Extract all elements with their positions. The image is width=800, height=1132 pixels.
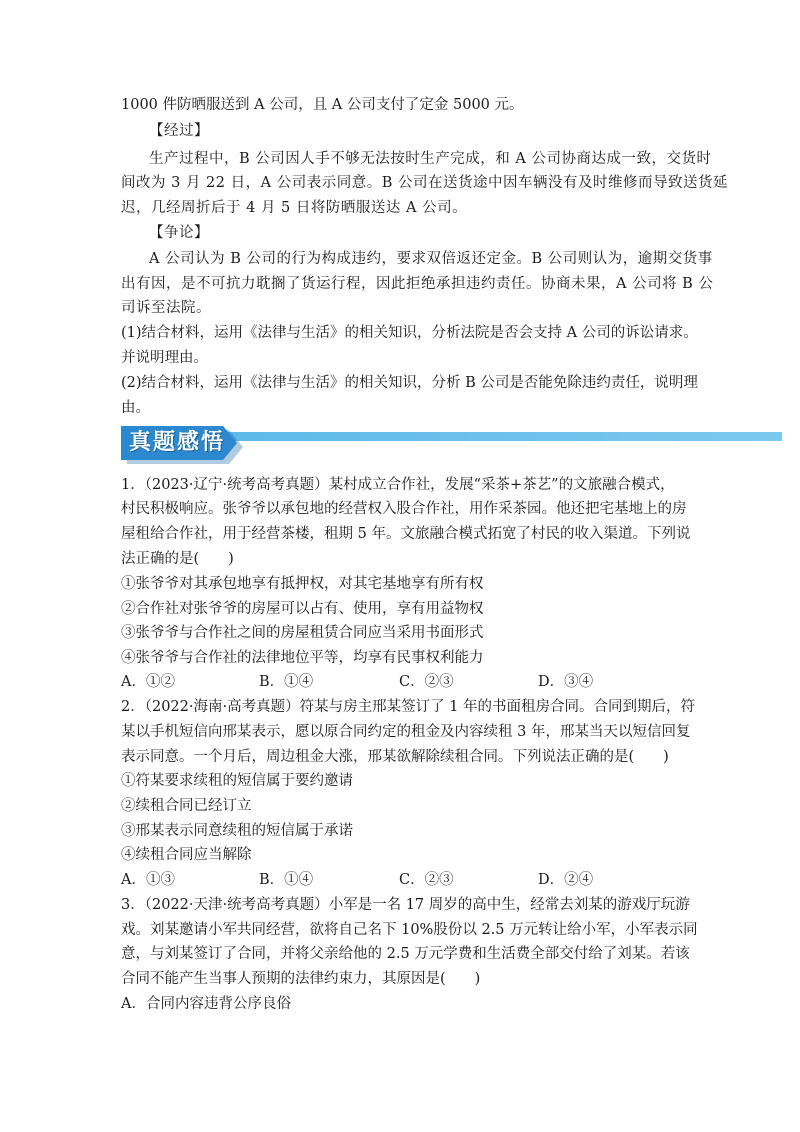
question-2-option-d[interactable]: D．②④ [538,872,594,888]
question-3-option-a[interactable]: A．合同内容违背公序良俗 [121,996,291,1012]
question-2-stem: 某以手机短信向邢某表示，愿以原合同约定的租金及内容续租 3 年，邢某当天以短信回复 [121,724,691,740]
dispute-line: 出有因，是不可抗力耽搁了货运行程，因此拒绝承担违约责任。协商未果，A 公司将 B 公 [121,276,714,292]
question-1-option-d[interactable]: D．③④ [538,674,594,690]
question-2-option-c[interactable]: C．②③ [399,872,454,888]
question-2-option-a[interactable]: A．①③ [121,872,175,888]
sub-question-2-cont: 由。 [121,400,150,416]
question-2-statement: ④续租合同应当解除 [121,847,252,863]
sub-question-2: (2)结合材料，运用《法律与生活》的相关知识，分析 B 公司是否能免除违约责任，说明理 [121,375,698,391]
question-2-stem: 2．（2022·海南·高考真题）符某与房主邢某签订了 1 年的书面租房合同。合同到期后，符 [121,699,696,715]
question-3-stem: 合同不能产生当事人预期的法律约束力，其原因是( ) [121,971,481,987]
question-1-stem: 1．（2023·辽宁·统考高考真题）某村成立合作社，发展“采茶+茶艺”的文旅融合模式， [121,477,675,493]
question-3-stem: 戏。刘某邀请小军共同经营，欲将自己名下 10%股份以 2.5 万元转让给小军，小军表示同 [121,922,698,938]
question-1-option-c[interactable]: C．②③ [399,674,454,690]
question-1-stem: 法正确的是( ) [121,551,234,567]
dispute-line: A 公司认为 B 公司的行为构成违约，要求双倍返还定金。B 公司则认为，逾期交货事 [149,251,713,267]
question-2-stem: 表示同意。一个月后，周边租金大涨，邢某欲解除续租合同。下列说法正确的是( ) [121,749,669,765]
sub-question-1: (1)结合材料，运用《法律与生活》的相关知识，分析法院是否会支持 A 公司的诉讼请求。 [121,325,698,341]
question-1-option-a[interactable]: A．①② [121,674,175,690]
question-2-statement: ①符某要求续租的短信属于要约邀请 [121,773,353,789]
process-line: 生产过程中，B 公司因人手不够无法按时生产完成，和 A 公司协商达成一致，交货时 [149,151,712,167]
dispute-heading: 【争论】 [149,225,209,241]
question-1-statement: ④张爷爷与合作社的法律地位平等，均享有民事权利能力 [121,650,484,666]
question-1-statement: ①张爷爷对其承包地享有抵押权，对其宅基地享有所有权 [121,576,484,592]
question-3-stem: 3．（2022·天津·统考高考真题）小军是一名 17 周岁的高中生，经常去刘某的游戏厅玩游 [121,897,690,913]
question-1-option-b[interactable]: B．①④ [259,674,314,690]
question-2-statement: ③邢某表示同意续租的短信属于承诺 [121,823,353,839]
process-heading: 【经过】 [149,123,209,139]
process-line: 间改为 3 月 22 日，A 公司表示同意。B 公司在送货途中因车辆没有及时维修而导致送货延 [121,175,728,191]
dispute-line: 司诉至法院。 [121,300,211,316]
question-1-stem: 屋租给合作社，用于经营茶楼，租期 5 年。文旅融合模式拓宽了村民的收入渠道。下列说 [121,526,691,542]
question-3-stem: 意，与刘某签订了合同，并将父亲给他的 2.5 万元学费和生活费全部交付给了刘某。若该 [121,946,690,962]
section-banner [121,426,782,460]
question-2-statement: ②续租合同已经订立 [121,798,252,814]
question-1-stem: 村民积极响应。张爷爷以承包地的经营权入股合作社，用作采茶园。他还把宅基地上的房 [121,501,687,517]
sub-question-1-cont: 并说明理由。 [121,350,208,366]
question-2-option-b[interactable]: B．①④ [259,872,314,888]
case-intro-line: 1000 件防晒服送到 A 公司，且 A 公司支付了定金 5000 元。 [121,97,524,113]
question-1-statement: ②合作社对张爷爷的房屋可以占有、使用，享有用益物权 [121,601,484,617]
banner-title: 真题感悟 [129,430,226,455]
process-line: 迟，几经周折后于 4 月 5 日将防晒服送达 A 公司。 [121,200,468,216]
question-1-statement: ③张爷爷与合作社之间的房屋租赁合同应当采用书面形式 [121,625,484,641]
